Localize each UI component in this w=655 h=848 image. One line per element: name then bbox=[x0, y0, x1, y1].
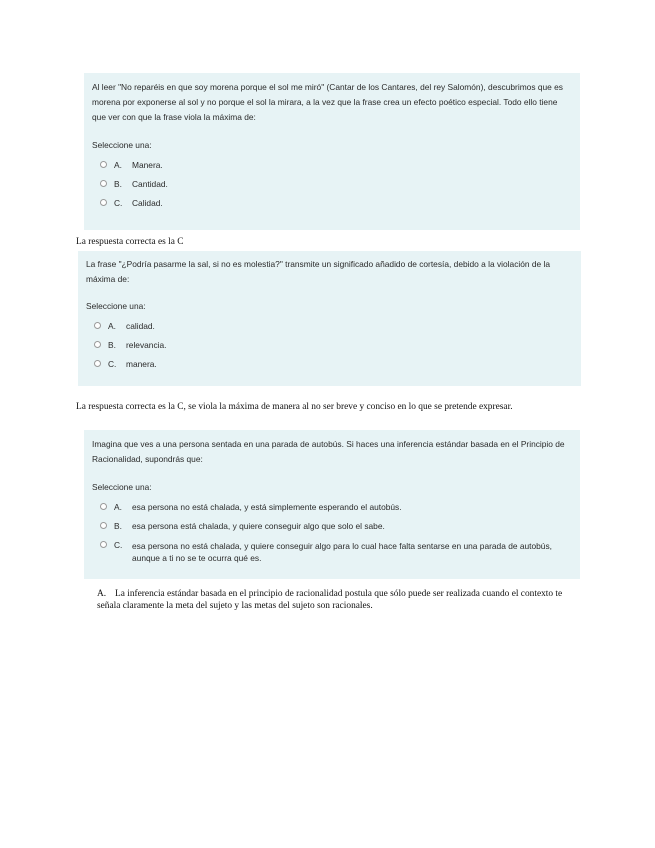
answer-note-2: La respuesta correcta es la C, se viola la máxima de manera al no ser breve y conciso en lo que se pretende expresar. bbox=[76, 402, 513, 412]
answer-text: La inferencia estándar basada en el principio de racionalidad postula que sólo puede ser realizada cuando el contexto te señala claramente la meta del sujeto y las metas del sujeto son racionales. bbox=[97, 589, 563, 611]
option-letter: C. bbox=[114, 540, 123, 550]
radio-button[interactable] bbox=[100, 522, 107, 529]
option-letter: B. bbox=[108, 340, 116, 350]
question-1-text: Al leer "No reparéis en que soy morena porque el sol me miró" (Cantar de los Cantares, del rey Salomón), descubrimos que es morena por exponerse al sol y no porque el sol la mirara, a la vez que la frase crea un efecto poético especial. Todo ello tiene que ver con que la frase viola la máxima de: bbox=[92, 82, 563, 122]
question-1-panel bbox=[84, 73, 580, 230]
radio-button[interactable] bbox=[100, 180, 107, 187]
option-b[interactable] bbox=[94, 340, 573, 350]
answer-explanation-3 bbox=[97, 588, 577, 612]
radio-button[interactable] bbox=[100, 199, 107, 206]
radio-button[interactable] bbox=[94, 341, 101, 348]
answer-letter: A. bbox=[97, 589, 107, 599]
option-text: calidad. bbox=[126, 321, 155, 331]
option-text: Cantidad. bbox=[132, 179, 168, 189]
question-1-prompt: Seleccione una: bbox=[92, 140, 152, 150]
option-a[interactable] bbox=[94, 321, 573, 331]
option-text: Manera. bbox=[132, 160, 163, 170]
question-3-options bbox=[100, 502, 572, 564]
option-b[interactable] bbox=[100, 521, 572, 531]
question-2-options bbox=[94, 321, 573, 369]
option-letter: C. bbox=[108, 359, 117, 369]
radio-button[interactable] bbox=[100, 541, 107, 548]
option-letter: A. bbox=[114, 502, 122, 512]
option-a[interactable] bbox=[100, 160, 572, 170]
option-letter: B. bbox=[114, 179, 122, 189]
option-c[interactable] bbox=[94, 359, 573, 369]
option-text: esa persona no está chalada, y está simplemente esperando el autobús. bbox=[132, 502, 402, 512]
option-a[interactable] bbox=[100, 502, 572, 512]
question-3-text: Imagina que ves a una persona sentada en una parada de autobús. Si haces una inferencia estándar basada en el Principio de Racionalidad, supondrás que: bbox=[92, 439, 565, 464]
option-text: esa persona está chalada, y quiere conseguir algo que solo el sabe. bbox=[132, 521, 385, 531]
option-letter: A. bbox=[114, 160, 122, 170]
radio-button[interactable] bbox=[100, 161, 107, 168]
option-letter: C. bbox=[114, 198, 123, 208]
question-2-prompt: Seleccione una: bbox=[86, 301, 146, 311]
question-2-text: La frase "¿Podría pasarme la sal, si no es molestia?" transmite un significado añadido de cortesía, debido a la violación de la máxima de: bbox=[86, 259, 551, 284]
question-2-panel bbox=[78, 251, 581, 386]
option-c[interactable] bbox=[100, 198, 572, 208]
option-letter: B. bbox=[114, 521, 122, 531]
answer-note-1: La respuesta correcta es la C bbox=[76, 237, 184, 247]
option-b[interactable] bbox=[100, 179, 572, 189]
radio-button[interactable] bbox=[94, 322, 101, 329]
question-3-prompt: Seleccione una: bbox=[92, 482, 152, 492]
question-1-options bbox=[100, 160, 572, 208]
option-text: relevancia. bbox=[126, 340, 167, 350]
question-3-panel bbox=[84, 430, 580, 579]
option-text: Calidad. bbox=[132, 198, 163, 208]
option-text: manera. bbox=[126, 359, 157, 369]
radio-button[interactable] bbox=[100, 503, 107, 510]
option-c[interactable] bbox=[100, 540, 572, 564]
option-text: esa persona no está chalada, y quiere conseguir algo para lo cual hace falta sentarse en una parada de autobús, aunque a ti no se te ocurra qué es. bbox=[132, 541, 552, 563]
option-letter: A. bbox=[108, 321, 116, 331]
radio-button[interactable] bbox=[94, 360, 101, 367]
